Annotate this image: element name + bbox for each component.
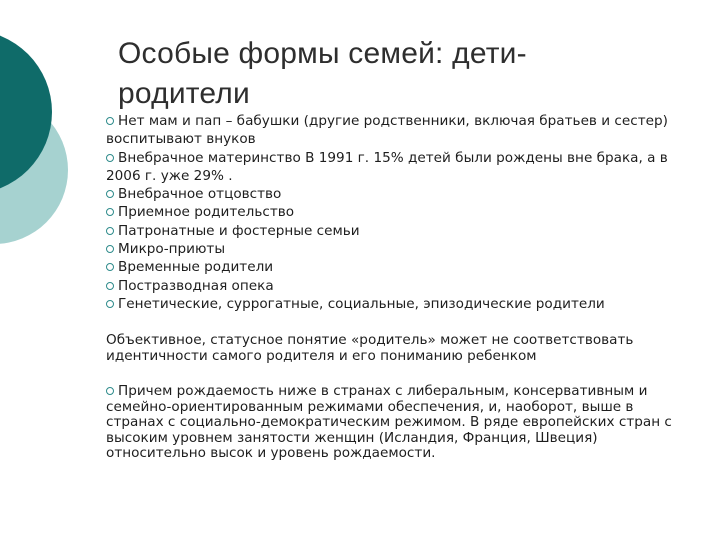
bullet-circle-icon [106, 282, 114, 290]
list-item [106, 149, 692, 186]
bullet-text: Генетические, суррогатные, социальные, эпизодические родители [118, 295, 605, 312]
list-item [106, 258, 692, 276]
bullet-circle-icon [106, 117, 114, 125]
bullet-text: Внебрачное материнство В 1991 г. 15% детей были рождены вне брака, а в 2006 г. уже 29% . [106, 149, 668, 184]
title-line-2: родители [118, 77, 250, 110]
body-paragraph-bulleted [106, 384, 676, 462]
list-item [106, 222, 692, 240]
list-item [106, 185, 692, 203]
list-item [106, 112, 692, 149]
list-item [106, 277, 692, 295]
slide-title [118, 34, 678, 114]
title-line-1: Особые формы семей: дети- [118, 37, 527, 70]
bullet-text: Временные родители [118, 259, 274, 276]
bullet-circle-icon [106, 227, 114, 235]
bullet-list [106, 112, 692, 313]
bullet-circle-icon [106, 190, 114, 198]
bullet-text: Нет мам и пап – бабушки (другие родственники, включая братьев и сестер) воспитывают внуков [106, 113, 668, 148]
bullet-text: Постразводная опека [118, 277, 274, 294]
bullet-circle-icon [106, 245, 114, 253]
bullet-text: Микро-приюты [118, 241, 226, 258]
bullet-circle-icon [106, 300, 114, 308]
bullet-text: Патронатные и фостерные семьи [118, 222, 360, 239]
bullet-circle-icon [106, 154, 114, 162]
bullet-circle-icon [106, 387, 114, 395]
body-paragraph [106, 333, 676, 364]
bullet-text: Внебрачное отцовство [118, 186, 282, 203]
list-item [106, 240, 692, 258]
list-item [106, 295, 692, 313]
bullet-circle-icon [106, 208, 114, 216]
bullet-circle-icon [106, 263, 114, 271]
list-item [106, 203, 692, 221]
decorative-circles [0, 0, 120, 300]
paragraph-text: Причем рождаемость ниже в странах с либеральным, консервативным и семейно-ориентированным режимами обеспечения, и, наоборот, выше в странах с социально-демократическим режимом. В ряде европейских стран с высоким уровнем занятости женщин (Исландия, Франция, Швеция) относительно высок и уровень рождаемости. [106, 383, 672, 462]
paragraph-text: Объективное, статусное понятие «родитель» может не соответствовать идентичности самого родителя и его пониманию ребенком [106, 332, 634, 364]
bullet-text: Приемное родительство [118, 204, 295, 221]
